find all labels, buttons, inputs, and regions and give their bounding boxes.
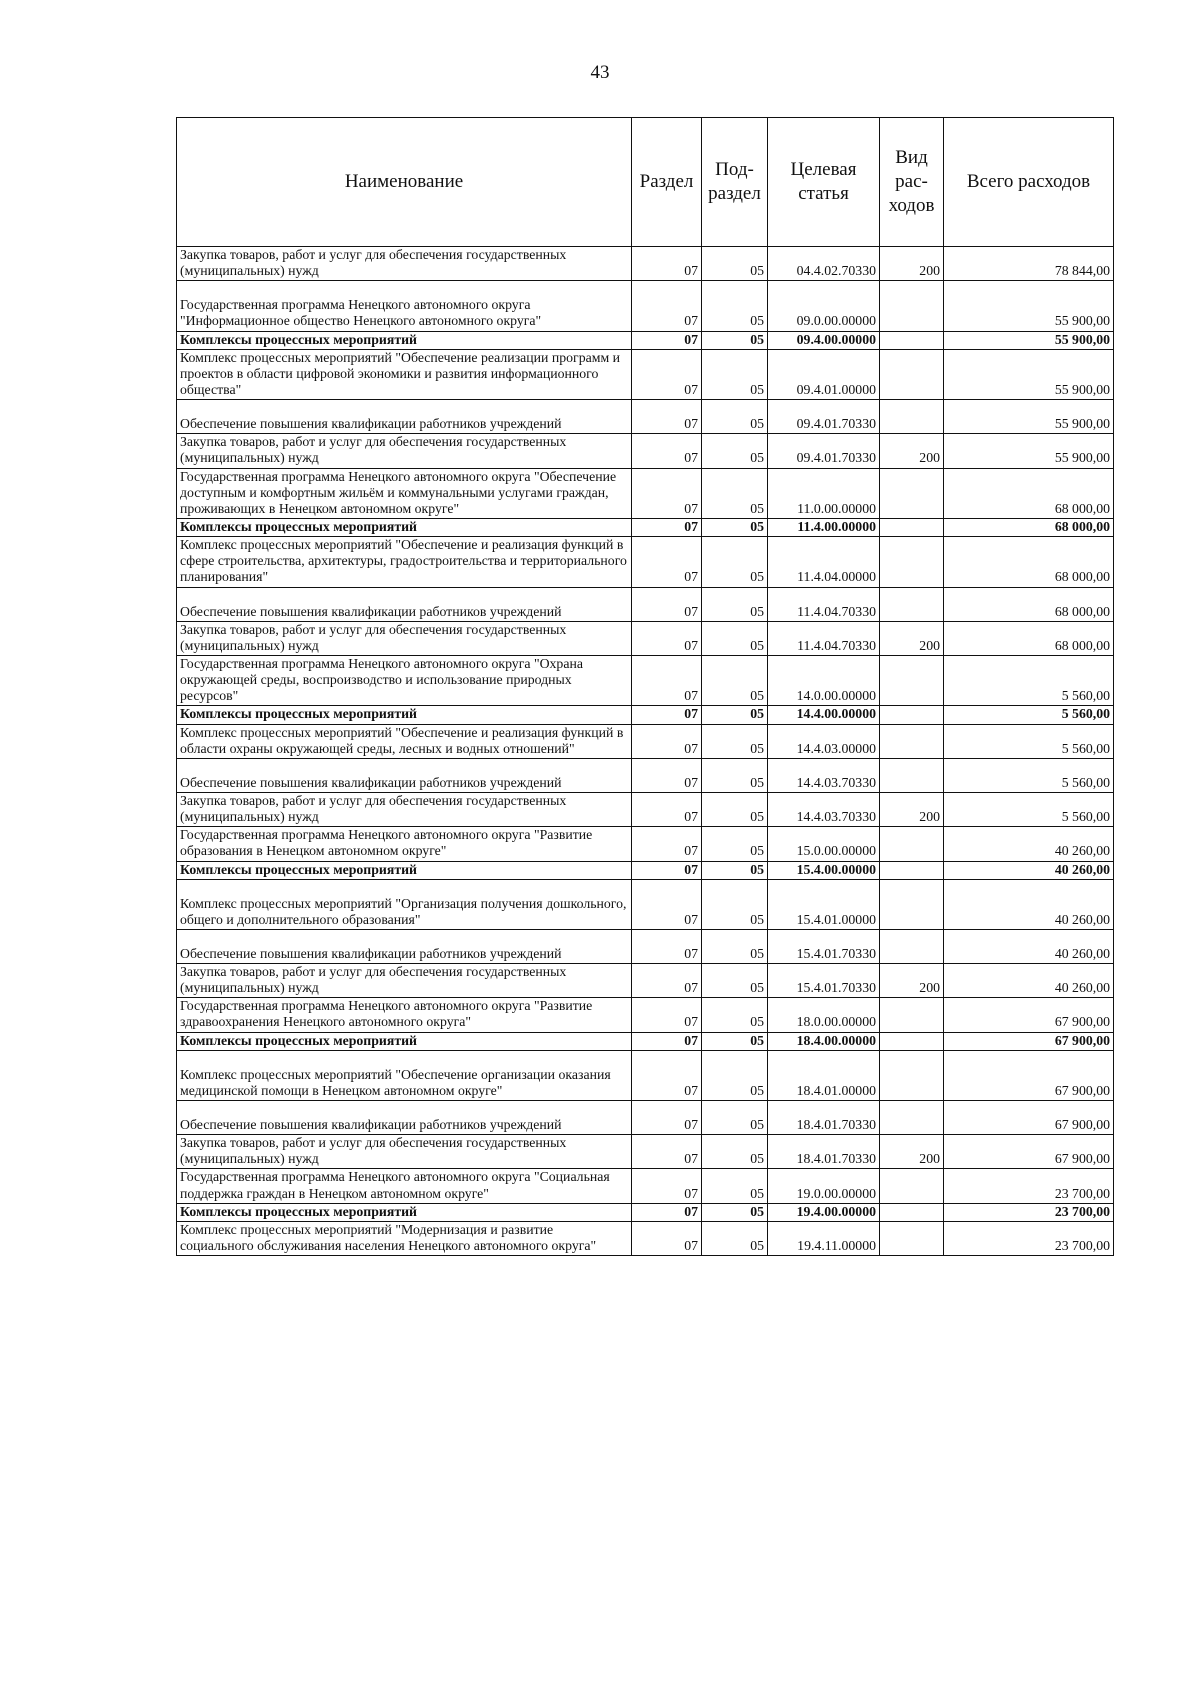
row-name: Комплекс процессных мероприятий "Организация получения дошкольного, общего и дополнительного образования" bbox=[177, 879, 632, 929]
table-row bbox=[177, 331, 1114, 349]
row-expense-kind bbox=[880, 1032, 944, 1050]
row-target-article: 14.4.00.00000 bbox=[768, 706, 880, 724]
table-row bbox=[177, 1203, 1114, 1221]
row-total: 68 000,00 bbox=[944, 537, 1114, 587]
table-row bbox=[177, 1101, 1114, 1135]
table-row bbox=[177, 518, 1114, 536]
table-row bbox=[177, 724, 1114, 758]
row-subsection: 05 bbox=[702, 621, 768, 655]
row-target-article: 14.4.03.00000 bbox=[768, 724, 880, 758]
row-total: 68 000,00 bbox=[944, 518, 1114, 536]
table-row bbox=[177, 1050, 1114, 1100]
row-subsection: 05 bbox=[702, 1135, 768, 1169]
row-total: 5 560,00 bbox=[944, 655, 1114, 705]
row-section: 07 bbox=[632, 1101, 702, 1135]
row-subsection: 05 bbox=[702, 724, 768, 758]
row-section: 07 bbox=[632, 349, 702, 399]
table-row bbox=[177, 758, 1114, 792]
row-subsection: 05 bbox=[702, 1221, 768, 1255]
row-subsection: 05 bbox=[702, 434, 768, 468]
row-section: 07 bbox=[632, 400, 702, 434]
row-target-article: 18.0.00.00000 bbox=[768, 998, 880, 1032]
row-section: 07 bbox=[632, 281, 702, 331]
row-name: Государственная программа Ненецкого автономного округа "Обеспечение доступным и комфортным жильём и коммунальными услугами граждан, проживающих в Ненецком автономном округе" bbox=[177, 468, 632, 518]
row-name: Обеспечение повышения квалификации работников учреждений bbox=[177, 587, 632, 621]
table-row bbox=[177, 929, 1114, 963]
row-name: Комплекс процессных мероприятий "Модернизация и развитие социального обслуживания населения Ненецкого автономного округа" bbox=[177, 1221, 632, 1255]
row-total: 55 900,00 bbox=[944, 281, 1114, 331]
row-name: Комплекс процессных мероприятий "Обеспечение организации оказания медицинской помощи в Ненецком автономном округе" bbox=[177, 1050, 632, 1100]
row-name: Закупка товаров, работ и услуг для обеспечения государственных (муниципальных) нужд bbox=[177, 434, 632, 468]
row-section: 07 bbox=[632, 331, 702, 349]
header-name: Наименование bbox=[177, 118, 632, 247]
row-total: 5 560,00 bbox=[944, 724, 1114, 758]
header-total: Всего расходов bbox=[944, 118, 1114, 247]
row-total: 67 900,00 bbox=[944, 1101, 1114, 1135]
row-name: Государственная программа Ненецкого автономного округа "Развитие образования в Ненецком автономном округе" bbox=[177, 827, 632, 861]
row-total: 67 900,00 bbox=[944, 1032, 1114, 1050]
row-subsection: 05 bbox=[702, 587, 768, 621]
row-section: 07 bbox=[632, 247, 702, 281]
row-target-article: 14.4.03.70330 bbox=[768, 758, 880, 792]
row-name: Государственная программа Ненецкого автономного округа "Охрана окружающей среды, воспроизводство и использование природных ресурсов" bbox=[177, 655, 632, 705]
row-target-article: 09.4.00.00000 bbox=[768, 331, 880, 349]
table-row bbox=[177, 861, 1114, 879]
row-section: 07 bbox=[632, 468, 702, 518]
row-total: 78 844,00 bbox=[944, 247, 1114, 281]
row-section: 07 bbox=[632, 587, 702, 621]
row-section: 07 bbox=[632, 537, 702, 587]
row-expense-kind: 200 bbox=[880, 621, 944, 655]
row-target-article: 15.0.00.00000 bbox=[768, 827, 880, 861]
row-subsection: 05 bbox=[702, 1203, 768, 1221]
row-subsection: 05 bbox=[702, 998, 768, 1032]
row-target-article: 15.4.01.70330 bbox=[768, 929, 880, 963]
row-expense-kind bbox=[880, 929, 944, 963]
row-name: Комплексы процессных мероприятий bbox=[177, 518, 632, 536]
row-expense-kind: 200 bbox=[880, 434, 944, 468]
row-expense-kind bbox=[880, 1050, 944, 1100]
row-target-article: 18.4.01.70330 bbox=[768, 1101, 880, 1135]
row-expense-kind: 200 bbox=[880, 792, 944, 826]
row-section: 07 bbox=[632, 861, 702, 879]
row-section: 07 bbox=[632, 758, 702, 792]
row-section: 07 bbox=[632, 929, 702, 963]
row-total: 68 000,00 bbox=[944, 587, 1114, 621]
row-target-article: 09.4.01.70330 bbox=[768, 434, 880, 468]
table-row bbox=[177, 1221, 1114, 1255]
row-expense-kind: 200 bbox=[880, 1135, 944, 1169]
row-expense-kind bbox=[880, 537, 944, 587]
row-subsection: 05 bbox=[702, 1050, 768, 1100]
row-total: 5 560,00 bbox=[944, 792, 1114, 826]
row-target-article: 18.4.01.00000 bbox=[768, 1050, 880, 1100]
row-total: 40 260,00 bbox=[944, 879, 1114, 929]
row-name: Комплекс процессных мероприятий "Обеспечение и реализация функций в области охраны окружающей среды, лесных и водных отношений" bbox=[177, 724, 632, 758]
row-total: 40 260,00 bbox=[944, 964, 1114, 998]
row-target-article: 15.4.01.70330 bbox=[768, 964, 880, 998]
row-total: 67 900,00 bbox=[944, 998, 1114, 1032]
row-target-article: 18.4.00.00000 bbox=[768, 1032, 880, 1050]
header-expense-kind: Вид рас- ходов bbox=[880, 118, 944, 247]
row-expense-kind bbox=[880, 281, 944, 331]
row-subsection: 05 bbox=[702, 468, 768, 518]
table-row bbox=[177, 537, 1114, 587]
row-target-article: 14.0.00.00000 bbox=[768, 655, 880, 705]
row-expense-kind bbox=[880, 724, 944, 758]
row-section: 07 bbox=[632, 827, 702, 861]
row-target-article: 11.4.04.70330 bbox=[768, 587, 880, 621]
table-row bbox=[177, 879, 1114, 929]
row-total: 5 560,00 bbox=[944, 706, 1114, 724]
table-row bbox=[177, 434, 1114, 468]
row-section: 07 bbox=[632, 1032, 702, 1050]
row-subsection: 05 bbox=[702, 331, 768, 349]
row-expense-kind bbox=[880, 1101, 944, 1135]
table-row bbox=[177, 468, 1114, 518]
row-target-article: 09.4.01.00000 bbox=[768, 349, 880, 399]
row-subsection: 05 bbox=[702, 964, 768, 998]
table-row bbox=[177, 247, 1114, 281]
row-target-article: 11.4.00.00000 bbox=[768, 518, 880, 536]
row-expense-kind bbox=[880, 758, 944, 792]
row-target-article: 18.4.01.70330 bbox=[768, 1135, 880, 1169]
row-section: 07 bbox=[632, 1169, 702, 1203]
row-expense-kind bbox=[880, 1169, 944, 1203]
row-subsection: 05 bbox=[702, 400, 768, 434]
row-expense-kind bbox=[880, 400, 944, 434]
row-name: Обеспечение повышения квалификации работников учреждений bbox=[177, 758, 632, 792]
row-target-article: 11.4.04.00000 bbox=[768, 537, 880, 587]
row-subsection: 05 bbox=[702, 758, 768, 792]
row-name: Закупка товаров, работ и услуг для обеспечения государственных (муниципальных) нужд bbox=[177, 247, 632, 281]
row-subsection: 05 bbox=[702, 827, 768, 861]
table-row bbox=[177, 706, 1114, 724]
row-name: Комплексы процессных мероприятий bbox=[177, 861, 632, 879]
row-subsection: 05 bbox=[702, 537, 768, 587]
row-expense-kind bbox=[880, 468, 944, 518]
header-target-article: Целевая статья bbox=[768, 118, 880, 247]
row-name: Закупка товаров, работ и услуг для обеспечения государственных (муниципальных) нужд bbox=[177, 1135, 632, 1169]
row-total: 40 260,00 bbox=[944, 861, 1114, 879]
row-section: 07 bbox=[632, 998, 702, 1032]
table-row bbox=[177, 621, 1114, 655]
row-section: 07 bbox=[632, 621, 702, 655]
page-number: 43 bbox=[590, 62, 610, 83]
row-section: 07 bbox=[632, 518, 702, 536]
row-name: Обеспечение повышения квалификации работников учреждений bbox=[177, 400, 632, 434]
row-expense-kind bbox=[880, 998, 944, 1032]
row-target-article: 09.0.00.00000 bbox=[768, 281, 880, 331]
row-expense-kind bbox=[880, 587, 944, 621]
row-subsection: 05 bbox=[702, 879, 768, 929]
row-total: 55 900,00 bbox=[944, 400, 1114, 434]
row-total: 55 900,00 bbox=[944, 434, 1114, 468]
row-total: 40 260,00 bbox=[944, 929, 1114, 963]
row-target-article: 11.4.04.70330 bbox=[768, 621, 880, 655]
row-target-article: 11.0.00.00000 bbox=[768, 468, 880, 518]
row-subsection: 05 bbox=[702, 349, 768, 399]
row-subsection: 05 bbox=[702, 1169, 768, 1203]
row-target-article: 04.4.02.70330 bbox=[768, 247, 880, 281]
row-name: Комплексы процессных мероприятий bbox=[177, 1032, 632, 1050]
row-target-article: 19.4.00.00000 bbox=[768, 1203, 880, 1221]
row-subsection: 05 bbox=[702, 1101, 768, 1135]
row-total: 23 700,00 bbox=[944, 1169, 1114, 1203]
row-name: Комплекс процессных мероприятий "Обеспечение и реализация функций в сфере строительства, архитектуры, градостроительства и территориального планирования" bbox=[177, 537, 632, 587]
row-expense-kind bbox=[880, 827, 944, 861]
row-total: 23 700,00 bbox=[944, 1221, 1114, 1255]
row-subsection: 05 bbox=[702, 655, 768, 705]
table-row bbox=[177, 792, 1114, 826]
row-expense-kind: 200 bbox=[880, 247, 944, 281]
row-name: Обеспечение повышения квалификации работников учреждений bbox=[177, 929, 632, 963]
row-subsection: 05 bbox=[702, 929, 768, 963]
row-expense-kind bbox=[880, 518, 944, 536]
row-expense-kind: 200 bbox=[880, 964, 944, 998]
row-total: 40 260,00 bbox=[944, 827, 1114, 861]
row-total: 55 900,00 bbox=[944, 331, 1114, 349]
row-subsection: 05 bbox=[702, 247, 768, 281]
table-row bbox=[177, 587, 1114, 621]
row-target-article: 14.4.03.70330 bbox=[768, 792, 880, 826]
row-name: Государственная программа Ненецкого автономного округа "Социальная поддержка граждан в Ненецком автономном округе" bbox=[177, 1169, 632, 1203]
table-row bbox=[177, 400, 1114, 434]
row-target-article: 19.0.00.00000 bbox=[768, 1169, 880, 1203]
row-total: 67 900,00 bbox=[944, 1135, 1114, 1169]
table-row bbox=[177, 349, 1114, 399]
row-target-article: 15.4.00.00000 bbox=[768, 861, 880, 879]
row-total: 23 700,00 bbox=[944, 1203, 1114, 1221]
table-row bbox=[177, 998, 1114, 1032]
table-header-row bbox=[177, 118, 1114, 247]
table-row bbox=[177, 655, 1114, 705]
row-subsection: 05 bbox=[702, 1032, 768, 1050]
row-subsection: 05 bbox=[702, 706, 768, 724]
row-expense-kind bbox=[880, 706, 944, 724]
row-section: 07 bbox=[632, 879, 702, 929]
row-subsection: 05 bbox=[702, 792, 768, 826]
row-section: 07 bbox=[632, 1050, 702, 1100]
header-section: Раздел bbox=[632, 118, 702, 247]
row-subsection: 05 bbox=[702, 861, 768, 879]
table-row bbox=[177, 1169, 1114, 1203]
row-expense-kind bbox=[880, 879, 944, 929]
row-name: Государственная программа Ненецкого автономного округа "Информационное общество Ненецкого автономного округа" bbox=[177, 281, 632, 331]
row-name: Закупка товаров, работ и услуг для обеспечения государственных (муниципальных) нужд bbox=[177, 964, 632, 998]
row-section: 07 bbox=[632, 964, 702, 998]
row-total: 68 000,00 bbox=[944, 468, 1114, 518]
row-name: Комплекс процессных мероприятий "Обеспечение реализации программ и проектов в области цифровой экономики и развития информационного общества" bbox=[177, 349, 632, 399]
row-name: Комплексы процессных мероприятий bbox=[177, 331, 632, 349]
row-name: Закупка товаров, работ и услуг для обеспечения государственных (муниципальных) нужд bbox=[177, 792, 632, 826]
row-section: 07 bbox=[632, 792, 702, 826]
row-section: 07 bbox=[632, 1203, 702, 1221]
row-target-article: 19.4.11.00000 bbox=[768, 1221, 880, 1255]
row-section: 07 bbox=[632, 1135, 702, 1169]
row-expense-kind bbox=[880, 331, 944, 349]
table-body bbox=[177, 247, 1114, 1256]
table-row bbox=[177, 1135, 1114, 1169]
table-row bbox=[177, 1032, 1114, 1050]
row-target-article: 09.4.01.70330 bbox=[768, 400, 880, 434]
row-name: Государственная программа Ненецкого автономного округа "Развитие здравоохранения Ненецкого автономного округа" bbox=[177, 998, 632, 1032]
row-total: 55 900,00 bbox=[944, 349, 1114, 399]
row-section: 07 bbox=[632, 724, 702, 758]
row-subsection: 05 bbox=[702, 281, 768, 331]
row-name: Обеспечение повышения квалификации работников учреждений bbox=[177, 1101, 632, 1135]
row-expense-kind bbox=[880, 1203, 944, 1221]
row-expense-kind bbox=[880, 655, 944, 705]
row-subsection: 05 bbox=[702, 518, 768, 536]
header-subsection: Под- раздел bbox=[702, 118, 768, 247]
row-name: Комплексы процессных мероприятий bbox=[177, 1203, 632, 1221]
row-section: 07 bbox=[632, 706, 702, 724]
row-expense-kind bbox=[880, 861, 944, 879]
row-expense-kind bbox=[880, 349, 944, 399]
table-row bbox=[177, 281, 1114, 331]
row-section: 07 bbox=[632, 1221, 702, 1255]
row-name: Закупка товаров, работ и услуг для обеспечения государственных (муниципальных) нужд bbox=[177, 621, 632, 655]
expenditure-table bbox=[176, 117, 1114, 1256]
row-total: 67 900,00 bbox=[944, 1050, 1114, 1100]
table-row bbox=[177, 827, 1114, 861]
table-row bbox=[177, 964, 1114, 998]
row-section: 07 bbox=[632, 655, 702, 705]
row-name: Комплексы процессных мероприятий bbox=[177, 706, 632, 724]
row-total: 68 000,00 bbox=[944, 621, 1114, 655]
row-section: 07 bbox=[632, 434, 702, 468]
row-total: 5 560,00 bbox=[944, 758, 1114, 792]
row-target-article: 15.4.01.00000 bbox=[768, 879, 880, 929]
row-expense-kind bbox=[880, 1221, 944, 1255]
